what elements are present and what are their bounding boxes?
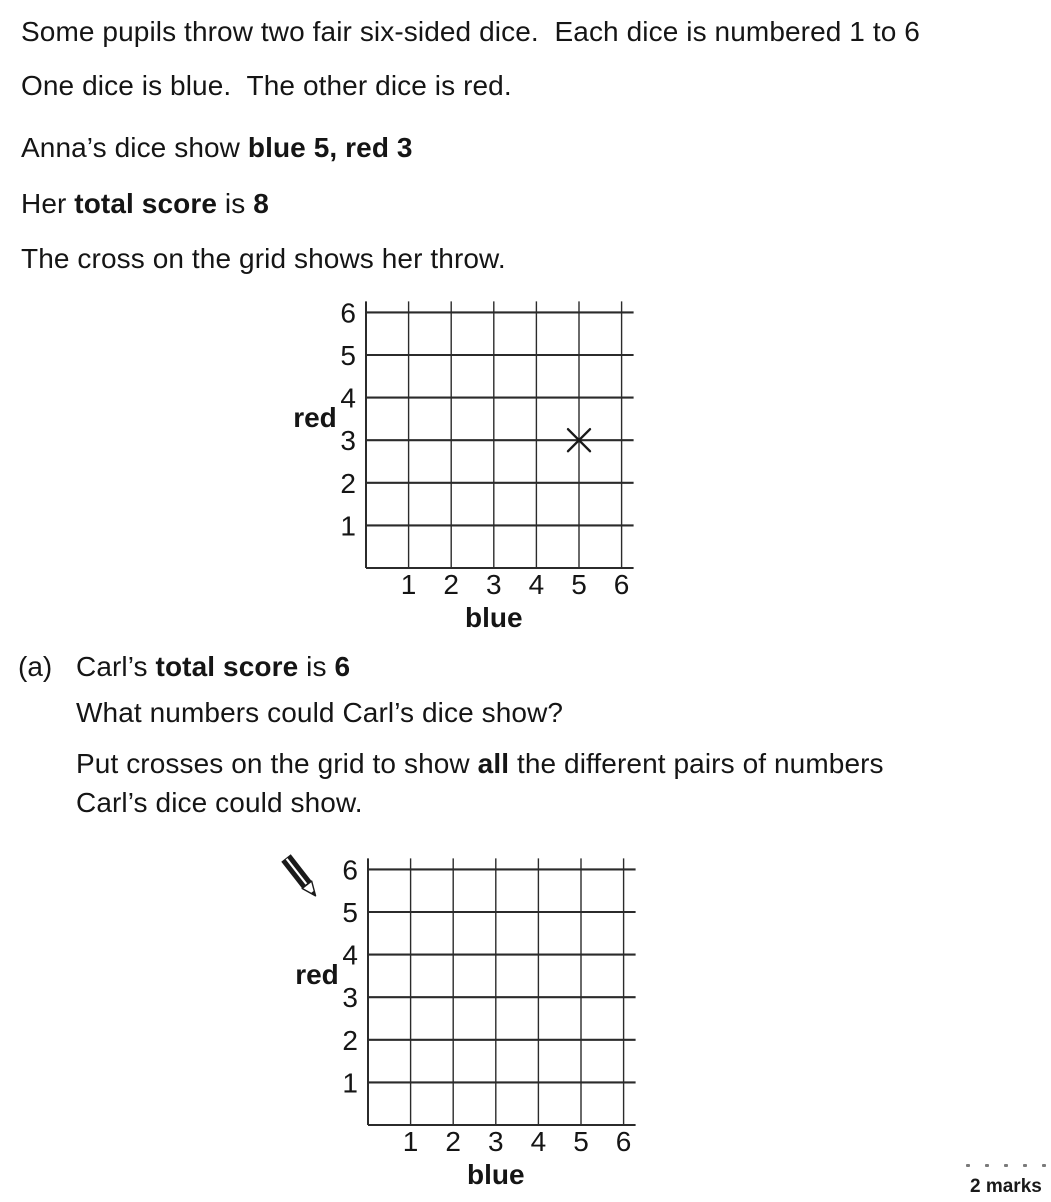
x-tick-label: 4 [530,1126,547,1157]
x-tick-label: 1 [402,1126,419,1157]
dot [1004,1164,1008,1167]
y-tick-label: 1 [342,1067,358,1099]
text-line: Carl’s dice could show. [76,787,363,818]
x-tick-label: 5 [571,569,587,600]
text-line: The cross on the grid shows her throw. [21,243,506,274]
x-tick-label: 2 [443,569,459,600]
x-tick-label: 5 [573,1126,589,1157]
x-axis-label: blue [467,1159,525,1190]
dot [1042,1164,1046,1167]
carl-grid-chart[interactable] [282,852,662,1202]
y-tick-label: 4 [342,939,358,971]
anna-grid-chart [280,295,660,645]
part-a-label: (a) [18,651,53,682]
y-tick-label: 3 [342,982,358,1014]
dot [1023,1164,1027,1167]
text-line: Put crosses on the grid to show all the different pairs of numbers [76,748,884,779]
y-tick-label: 5 [342,897,358,928]
y-axis-label: red [293,401,337,433]
text-line: Her total score is 8 [21,188,269,219]
y-tick-label: 6 [340,297,356,329]
x-tick-label: 3 [486,569,502,600]
y-tick-label: 2 [342,1024,358,1056]
text-line: Carl’s total score is 6 [76,651,351,682]
y-tick-label: 2 [340,467,356,499]
x-axis-label: blue [465,602,523,633]
text-line: What numbers could Carl’s dice show? [76,697,564,728]
x-tick-label: 6 [615,1126,632,1157]
y-tick-label: 5 [340,340,356,371]
y-tick-label: 3 [340,425,356,457]
marks-dotted-line [966,1164,1046,1167]
x-tick-label: 6 [613,569,630,600]
x-tick-label: 2 [445,1126,461,1157]
y-tick-label: 4 [340,382,356,414]
text-line: Anna’s dice show blue 5, red 3 [21,132,413,163]
text-line: One dice is blue. The other dice is red. [21,70,512,101]
dot [966,1164,970,1167]
x-tick-label: 3 [488,1126,504,1157]
x-tick-label: 1 [400,569,417,600]
y-axis-label: red [295,958,339,990]
y-tick-label: 6 [342,854,358,886]
dot [985,1164,989,1167]
y-tick-label: 1 [340,510,356,542]
text-line: Some pupils throw two fair six-sided dice. Each dice is numbered 1 to 6 [21,16,920,47]
x-tick-label: 4 [528,569,545,600]
marks-label: 2 marks [970,1176,1042,1197]
